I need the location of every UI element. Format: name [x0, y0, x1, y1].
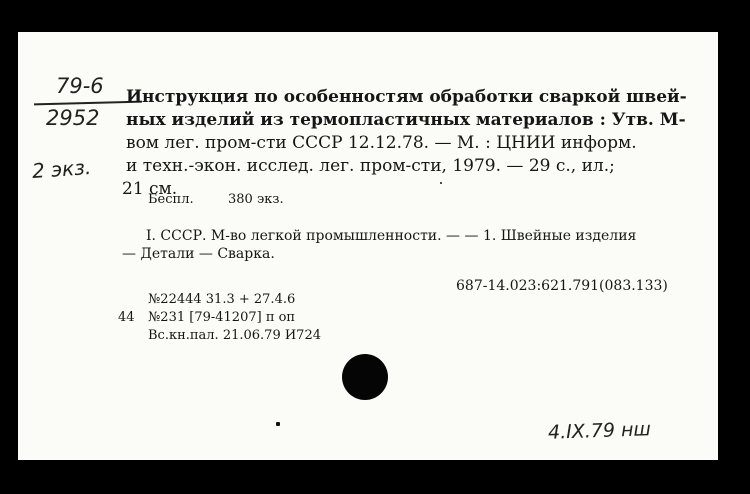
tracing-line-2: — Детали — Сварка. [122, 246, 275, 262]
entry-line-2: ных изделий из термопластичных материалов : Утв. М- [126, 110, 686, 130]
tracing-line-1: I. СССР. М-во легкой промышленности. — — 1. Швейные изделия [146, 228, 637, 244]
entry-line-3: вом лег. пром-сти СССР 12.12.78. — М. : ЦНИИ информ. [126, 133, 637, 153]
entry-line-5: 21 см. [122, 179, 178, 199]
print-run: 380 экз. [228, 192, 284, 207]
speck [440, 182, 442, 184]
entry-line-4: и техн.-экон. исслед. лег. пром-сти, 1979. — 29 с., ил.; [126, 156, 615, 176]
udc-code: 687-14.023:621.791(083.133) [456, 278, 668, 294]
catalog-card [18, 32, 718, 460]
registry-line-1: №22444 31.3 + 27.4.6 [148, 292, 296, 307]
speck [276, 422, 280, 426]
price-label: Беспл. [148, 192, 194, 207]
registry-line-3: Вс.кн.пал. 21.06.79 И724 [148, 328, 321, 343]
handwritten-shelf-bottom: 2952 [46, 106, 100, 130]
handwritten-shelf-top: 79-6 [56, 74, 104, 98]
entry-line-1: Инструкция по особенностям обработки сваркой швей- [126, 87, 687, 107]
handwritten-note: 4.IX.79 нш [547, 418, 652, 444]
handwritten-copies: 2 экз. [31, 154, 92, 184]
registry-line-2: №231 [79-41207] п оп [148, 310, 296, 325]
punch-hole [342, 354, 388, 400]
registry-prefix: 44 [118, 310, 135, 325]
